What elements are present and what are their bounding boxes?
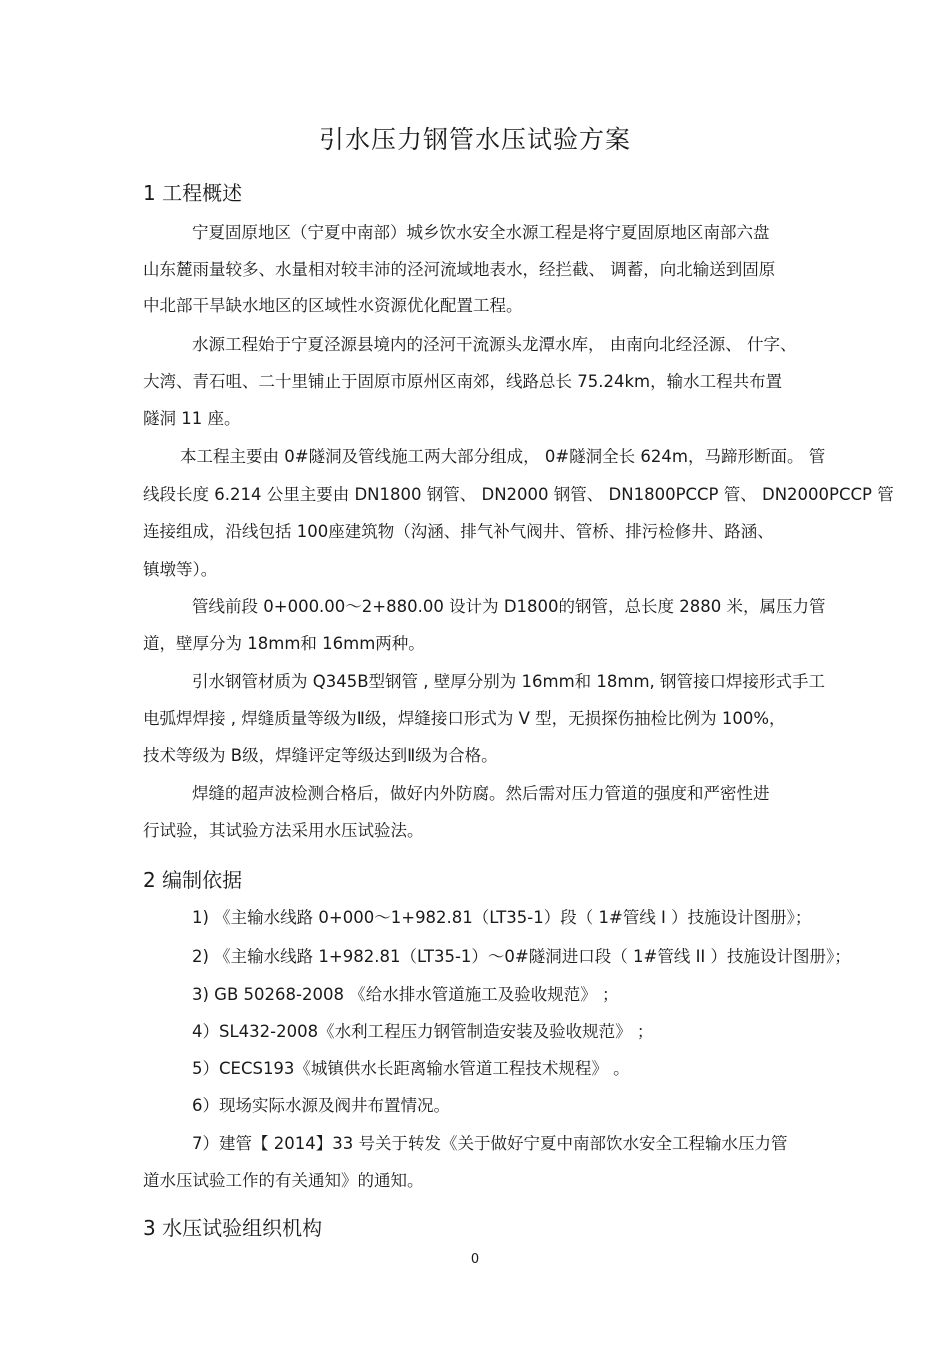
section-1-line: 行试验，其试验方法采用水压试验法。	[143, 821, 424, 840]
section-1-line: 焊缝的超声波检测合格后，做好内外防腐。然后需对压力管道的强度和严密性进	[192, 784, 770, 803]
section-1-line: 隧洞 11 座。	[143, 409, 241, 428]
section-1-line: 本工程主要由 0#隧洞及管线施工两大部分组成， 0#隧洞全长 624m，马蹄形断面。 管	[180, 447, 826, 466]
section-1-line: 宁夏固原地区（宁夏中南部）城乡饮水安全水源工程是将宁夏固原地区南部六盘	[192, 223, 770, 242]
document-title: 引水压力钢管水压试验方案	[318, 125, 631, 154]
section-1-line: 引水钢管材质为 Q345B型钢管 , 壁厚分别为 16mm和 18mm, 钢管接口焊接形式手工	[192, 672, 826, 691]
section-1-heading: 1 工程概述	[143, 181, 243, 205]
reference-item: 5）CECS193《城镇供水长距离输水管道工程技术规程》 。	[192, 1059, 630, 1078]
reference-item: 道水压试验工作的有关通知》的通知。	[143, 1171, 424, 1190]
section-1-line: 连接组成，沿线包括 100座建筑物（沟涵、排气补气阀井、管桥、排污检修井、路涵、	[143, 522, 774, 541]
reference-item: 3) GB 50268-2008 《给水排水管道施工及验收规范》 ；	[192, 985, 619, 1004]
section-1-line: 电弧焊焊接 , 焊缝质量等级为Ⅱ级，焊缝接口形式为 V 型，无损探伤抽检比例为 100%，	[143, 709, 786, 728]
section-1-line: 镇墩等）。	[143, 560, 218, 579]
section-1-line: 山东麓雨量较多、水量相对较丰沛的泾河流域地表水，经拦截、 调蓄，向北输送到固原	[143, 260, 776, 279]
page-number: 0	[470, 1252, 480, 1267]
section-1-line: 大湾、青石咀、二十里铺止于固原市原州区南郊，线路总长 75.24km，输水工程共布置	[143, 372, 783, 391]
section-1-line: 水源工程始于宁夏泾源县境内的泾河干流源头龙潭水库， 由南向北经泾源、 什字、	[192, 335, 797, 354]
reference-item: 7）建管【 2014】33 号关于转发《关于做好宁夏中南部饮水安全工程输水压力管	[192, 1134, 788, 1153]
reference-item: 4）SL432-2008《水利工程压力钢管制造安装及验收规范》 ；	[192, 1022, 654, 1041]
reference-item: 2) 《主输水线路 1+982.81（LT35-1）～0#隧洞进口段（ 1#管线 II ）技施设计图册》；	[192, 947, 851, 966]
section-3-heading: 3 水压试验组织机构	[143, 1216, 323, 1240]
section-1-line: 线段长度 6.214 公里主要由 DN1800 钢管、 DN2000 钢管、 DN1800PCCP 管、 DN2000PCCP 管	[143, 485, 894, 504]
reference-item: 6）现场实际水源及阀井布置情况。	[192, 1096, 450, 1115]
section-2-heading: 2 编制依据	[143, 868, 243, 892]
section-1-line: 技术等级为 B级，焊缝评定等级达到Ⅱ级为合格。	[143, 746, 498, 765]
section-1-line: 管线前段 0+000.00～2+880.00 设计为 D1800的钢管，总长度 2880 米，属压力管	[192, 597, 826, 616]
section-1-line: 中北部干旱缺水地区的区域性水资源优化配置工程。	[143, 296, 523, 315]
section-1-line: 道，壁厚分为 18mm和 16mm两种。	[143, 634, 425, 653]
reference-item: 1) 《主输水线路 0+000～1+982.81（LT35-1）段（ 1#管线 I ）技施设计图册》；	[192, 908, 812, 927]
